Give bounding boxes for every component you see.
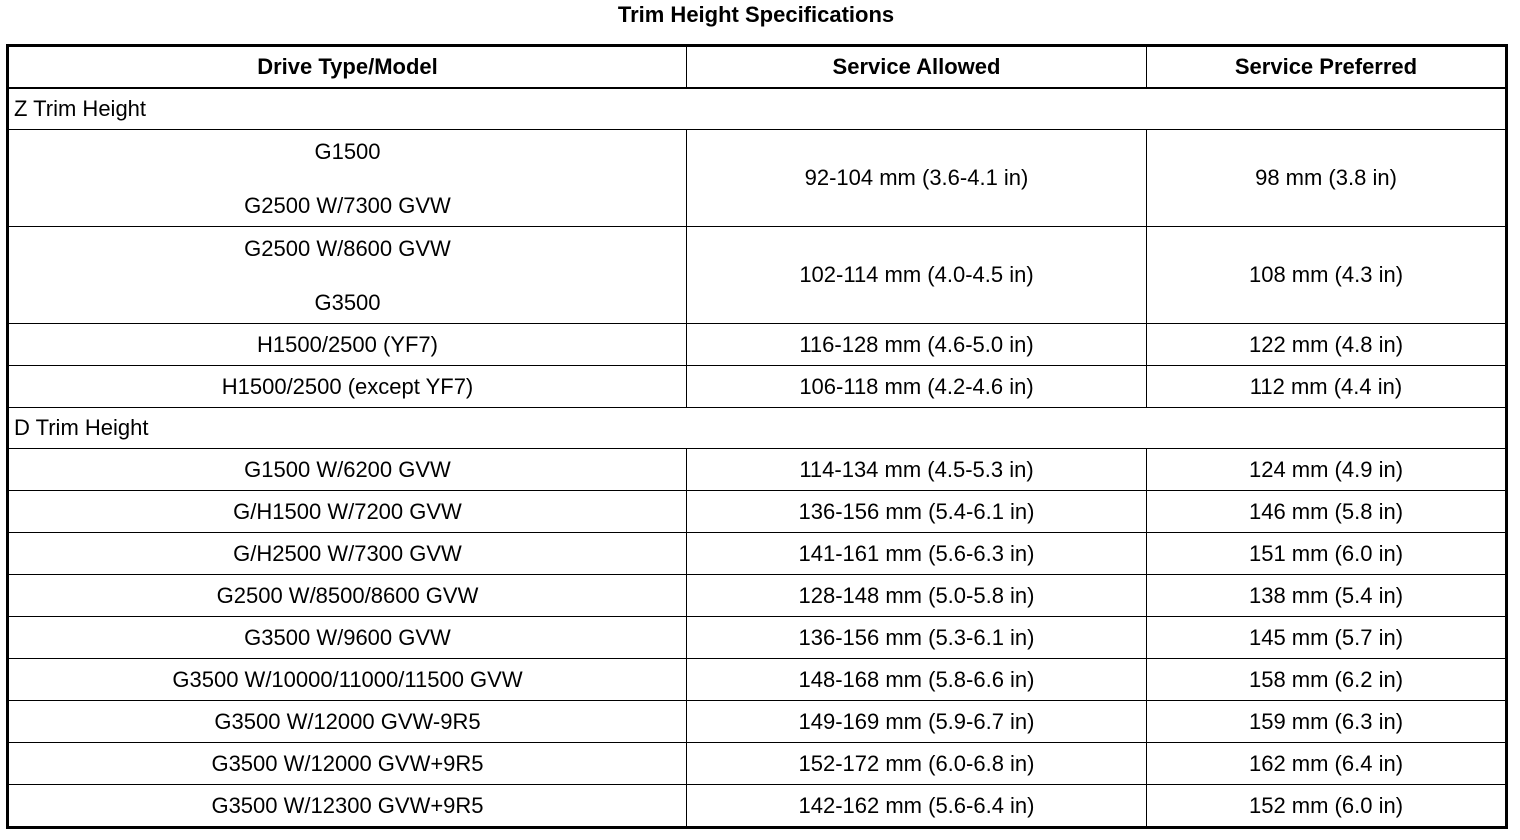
service-allowed-cell: 102-114 mm (4.0-4.5 in) [687,227,1147,324]
service-allowed-cell: 116-128 mm (4.6-5.0 in) [687,324,1147,366]
service-allowed-cell: 136-156 mm (5.4-6.1 in) [687,491,1147,533]
table-row [8,366,1507,408]
service-allowed-cell: 152-172 mm (6.0-6.8 in) [687,743,1147,785]
service-preferred-cell: 108 mm (4.3 in) [1147,227,1507,324]
model-name: G1500 [314,138,381,164]
service-preferred-cell: 98 mm (3.8 in) [1147,130,1507,227]
table-row [8,743,1507,785]
model-cell: G/H2500 W/7300 GVW [8,533,687,575]
service-allowed-cell: 92-104 mm (3.6-4.1 in) [687,130,1147,227]
service-preferred-cell: 138 mm (5.4 in) [1147,575,1507,617]
service-allowed-cell: 148-168 mm (5.8-6.6 in) [687,659,1147,701]
service-preferred-cell: 162 mm (6.4 in) [1147,743,1507,785]
model-cell: G3500 W/12300 GVW+9R5 [8,785,687,828]
service-allowed-cell: 128-148 mm (5.0-5.8 in) [687,575,1147,617]
table-row [8,449,1507,491]
header-row [8,46,1507,89]
model-name: G3500 [314,289,381,315]
service-allowed-cell: 106-118 mm (4.2-4.6 in) [687,366,1147,408]
service-allowed-cell: 141-161 mm (5.6-6.3 in) [687,533,1147,575]
header-service-preferred: Service Preferred [1147,46,1507,89]
service-allowed-cell: 136-156 mm (5.3-6.1 in) [687,617,1147,659]
service-preferred-cell: 122 mm (4.8 in) [1147,324,1507,366]
model-cell: G2500 W/8500/8600 GVW [8,575,687,617]
model-name: G2500 W/8600 GVW [244,235,451,261]
section-label-d-trim: D Trim Height [8,408,1507,449]
model-name: G2500 W/7300 GVW [244,192,451,218]
model-cell [8,130,687,227]
service-preferred-cell: 159 mm (6.3 in) [1147,701,1507,743]
model-cell [8,227,687,324]
service-preferred-cell: 158 mm (6.2 in) [1147,659,1507,701]
table-row [8,659,1507,701]
service-preferred-cell: 145 mm (5.7 in) [1147,617,1507,659]
table-row [8,617,1507,659]
service-allowed-cell: 149-169 mm (5.9-6.7 in) [687,701,1147,743]
service-preferred-cell: 151 mm (6.0 in) [1147,533,1507,575]
service-preferred-cell: 112 mm (4.4 in) [1147,366,1507,408]
table-row [8,575,1507,617]
service-allowed-cell: 114-134 mm (4.5-5.3 in) [687,449,1147,491]
service-preferred-cell: 152 mm (6.0 in) [1147,785,1507,828]
table-row [8,533,1507,575]
table-row [8,491,1507,533]
table-row [8,227,1507,324]
section-row-d [8,408,1507,449]
model-cell: G3500 W/12000 GVW-9R5 [8,701,687,743]
trim-height-table [6,44,1508,829]
table-row [8,130,1507,227]
service-preferred-cell: 146 mm (5.8 in) [1147,491,1507,533]
table-row [8,701,1507,743]
model-cell: H1500/2500 (YF7) [8,324,687,366]
header-service-allowed: Service Allowed [687,46,1147,89]
header-drive-type-model: Drive Type/Model [8,46,687,89]
section-row-z [8,88,1507,130]
table-row [8,324,1507,366]
model-cell: G3500 W/10000/11000/11500 GVW [8,659,687,701]
table-row [8,785,1507,828]
model-cell: G3500 W/9600 GVW [8,617,687,659]
page-title: Trim Height Specifications [617,2,895,27]
model-cell: G1500 W/6200 GVW [8,449,687,491]
service-preferred-cell: 124 mm (4.9 in) [1147,449,1507,491]
service-allowed-cell: 142-162 mm (5.6-6.4 in) [687,785,1147,828]
model-cell: H1500/2500 (except YF7) [8,366,687,408]
section-label-z-trim: Z Trim Height [8,88,1507,130]
model-cell: G/H1500 W/7200 GVW [8,491,687,533]
model-cell: G3500 W/12000 GVW+9R5 [8,743,687,785]
